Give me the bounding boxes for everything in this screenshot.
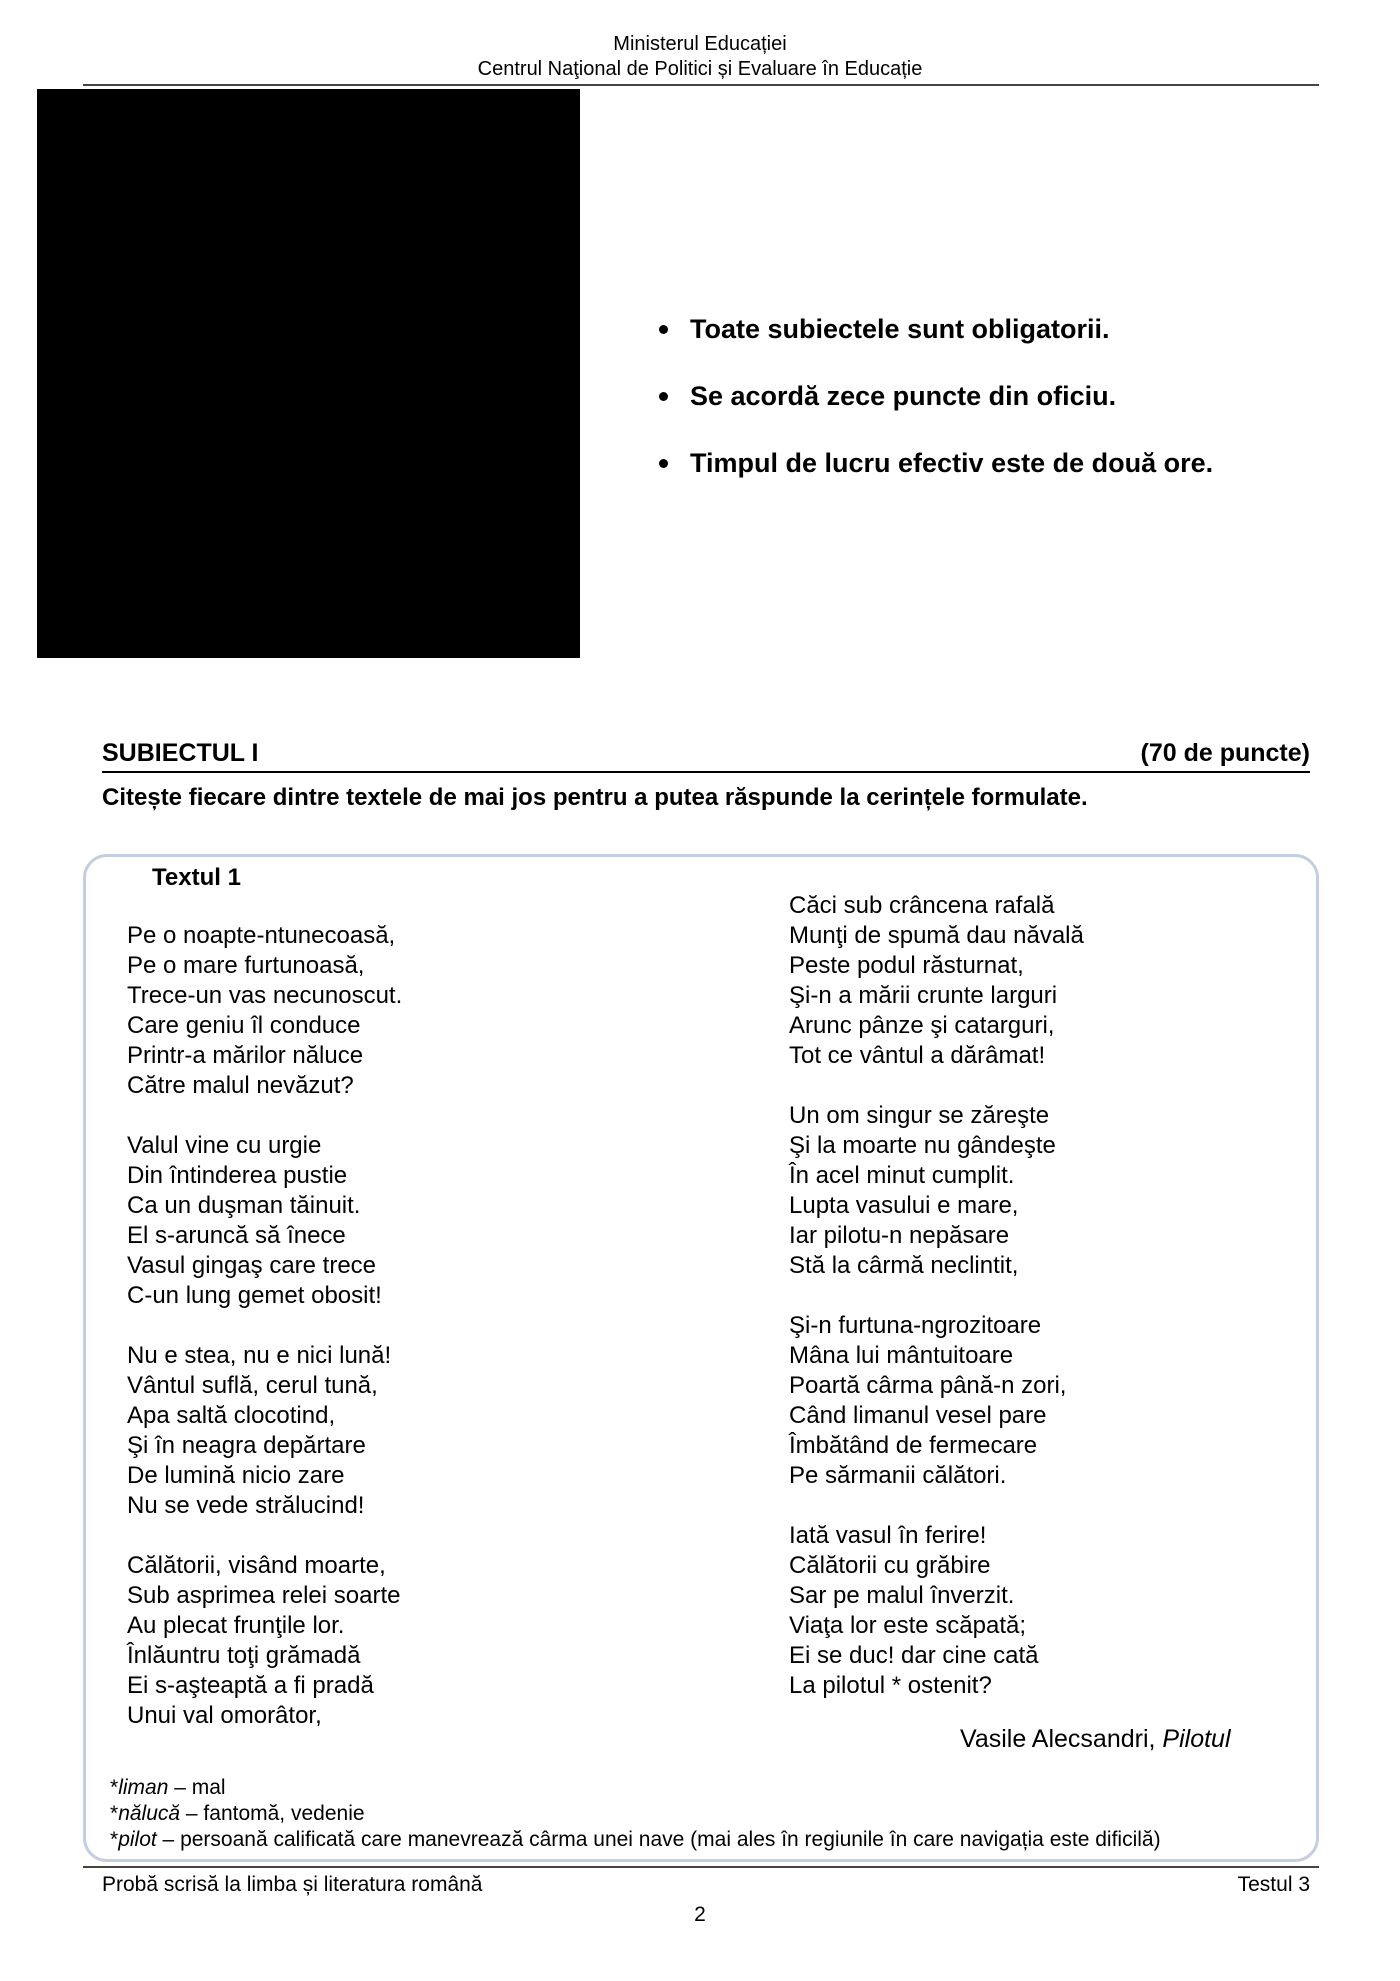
- subject-points: (70 de puncte): [1140, 739, 1310, 767]
- footer-test-number: Testul 3: [1237, 1873, 1310, 1896]
- poem-line: Nu se vede strălucind!: [127, 1492, 365, 1519]
- poem-line: Vântul suflă, cerul tună,: [127, 1372, 378, 1399]
- footer-rule: [83, 1866, 1319, 1868]
- bullet-icon: [659, 325, 668, 334]
- page-number: 2: [694, 1903, 706, 1926]
- poem-line: Sar pe malul înverzit.: [789, 1582, 1015, 1609]
- stanza: [789, 891, 1309, 1071]
- footer-exam-name: Probă scrisă la limba și literatura română: [102, 1873, 483, 1896]
- stanza: [127, 1551, 747, 1731]
- stanza: [127, 1131, 747, 1311]
- poem-line: Trece-un vas necunoscut.: [127, 982, 403, 1009]
- poem-line: La pilotul * ostenit?: [789, 1672, 992, 1699]
- bullet-icon: [659, 459, 668, 468]
- bullet-icon: [659, 392, 668, 401]
- exam-rules-list: [653, 311, 1353, 512]
- poem-attribution: [960, 1723, 1231, 1755]
- poem-line: Călătorii cu grăbire: [789, 1552, 991, 1579]
- poem-line: Vasul gingaş care trece: [127, 1252, 377, 1279]
- poem-line: Iată vasul în ferire!: [789, 1522, 987, 1549]
- stanza: [789, 1311, 1309, 1491]
- author-name: Vasile Alecsandri,: [960, 1725, 1163, 1753]
- poem-line: Când limanul vesel pare: [789, 1402, 1047, 1429]
- stanza: [789, 1521, 1309, 1701]
- text-title: Textul 1: [152, 864, 241, 891]
- poem-line: Înlăuntru toţi grămadă: [127, 1642, 361, 1669]
- poem-line: Peste podul răsturnat,: [789, 952, 1024, 979]
- redacted-block: [37, 89, 580, 658]
- poem-line: Arunc pânze şi catarguri,: [789, 1012, 1055, 1039]
- poem-right-column: [789, 891, 1309, 1731]
- rule-item: Se acordă zece puncte din oficiu.: [653, 378, 1353, 445]
- poem-line: Pe sărmanii călători.: [789, 1462, 1007, 1489]
- poem-line: Printr-a mărilor năluce: [127, 1042, 364, 1069]
- subject-title: SUBIECTUL I: [102, 739, 259, 767]
- poem-line: De lumină nicio zare: [127, 1462, 345, 1489]
- poem-line: Apa saltă clocotind,: [127, 1402, 336, 1429]
- header-center: Centrul Naţional de Politici și Evaluare în Educație: [477, 58, 923, 80]
- poem-line: Şi la moarte nu gândeşte: [789, 1132, 1056, 1159]
- poem-line: Lupta vasului e mare,: [789, 1192, 1019, 1219]
- stanza: [127, 1341, 747, 1521]
- footnote: *nălucă – fantomă, vedenie: [110, 1802, 365, 1825]
- work-title: Pilotul: [1162, 1725, 1231, 1753]
- footnote: *pilot – persoană calificată care manevrează cârma unei nave (mai ales în regiunile în care navigația este dificilă): [110, 1828, 1161, 1851]
- poem-line: Unui val omorâtor,: [127, 1702, 322, 1729]
- poem-line: Valul vine cu urgie: [127, 1132, 322, 1159]
- poem-line: Îmbătând de fermecare: [789, 1432, 1038, 1459]
- poem-line: Sub asprimea relei soarte: [127, 1582, 401, 1609]
- rule-item: Timpul de lucru efectiv este de două ore.: [653, 445, 1353, 512]
- poem-line: El s-aruncă să înece: [127, 1222, 346, 1249]
- page-header: [0, 32, 1400, 82]
- poem-line: Poartă cârma până-n zori,: [789, 1372, 1067, 1399]
- poem-line: Iar pilotu-n nepăsare: [789, 1222, 1010, 1249]
- poem-line: În acel minut cumplit.: [789, 1162, 1015, 1189]
- poem-line: Ca un duşman tăinuit.: [127, 1192, 361, 1219]
- poem-line: Călătorii, visând moarte,: [127, 1552, 386, 1579]
- footnotes: [110, 1775, 1320, 1853]
- footnote: *liman – mal: [110, 1776, 226, 1799]
- poem-line: Tot ce vântul a dărâmat!: [789, 1042, 1046, 1069]
- poem-line: Viaţa lor este scăpată;: [789, 1612, 1027, 1639]
- poem-line: Şi-n a mării crunte larguri: [789, 982, 1058, 1009]
- poem-line: Şi-n furtuna-ngrozitoare: [789, 1312, 1042, 1339]
- stanza: [127, 921, 747, 1101]
- poem-line: Din întinderea pustie: [127, 1162, 348, 1189]
- poem-line: Pe o noapte-ntunecoasă,: [127, 922, 396, 949]
- poem-line: Ei se duc! dar cine cată: [789, 1642, 1039, 1669]
- poem-line: Căci sub crâncena rafală: [789, 892, 1055, 919]
- poem-line: C-un lung gemet obosit!: [127, 1282, 382, 1309]
- poem-line: Şi în neagra depărtare: [127, 1432, 366, 1459]
- subject-instruction: Citește fiecare dintre textele de mai jos pentru a putea răspunde la cerințele formulate.: [102, 784, 1088, 811]
- header-ministry: Ministerul Educației: [613, 33, 787, 55]
- poem-line: Mâna lui mântuitoare: [789, 1342, 1014, 1369]
- poem-line: Care geniu îl conduce: [127, 1012, 361, 1039]
- poem-line: Un om singur se zăreşte: [789, 1102, 1050, 1129]
- poem-line: Către malul nevăzut?: [127, 1072, 354, 1099]
- poem-line: Ei s-aşteaptă a fi pradă: [127, 1672, 374, 1699]
- stanza: [789, 1101, 1309, 1281]
- subject-heading: [102, 737, 1310, 773]
- rule-item: Toate subiectele sunt obligatorii.: [653, 311, 1353, 378]
- poem-line: Stă la cârmă neclintit,: [789, 1252, 1019, 1279]
- poem-line: Au plecat frunţile lor.: [127, 1612, 345, 1639]
- poem-left-column: [127, 921, 747, 1761]
- poem-line: Nu e stea, nu e nici lună!: [127, 1342, 392, 1369]
- header-rule: [83, 84, 1319, 86]
- poem-line: Pe o mare furtunoasă,: [127, 952, 365, 979]
- poem-line: Munţi de spumă dau năvală: [789, 922, 1084, 949]
